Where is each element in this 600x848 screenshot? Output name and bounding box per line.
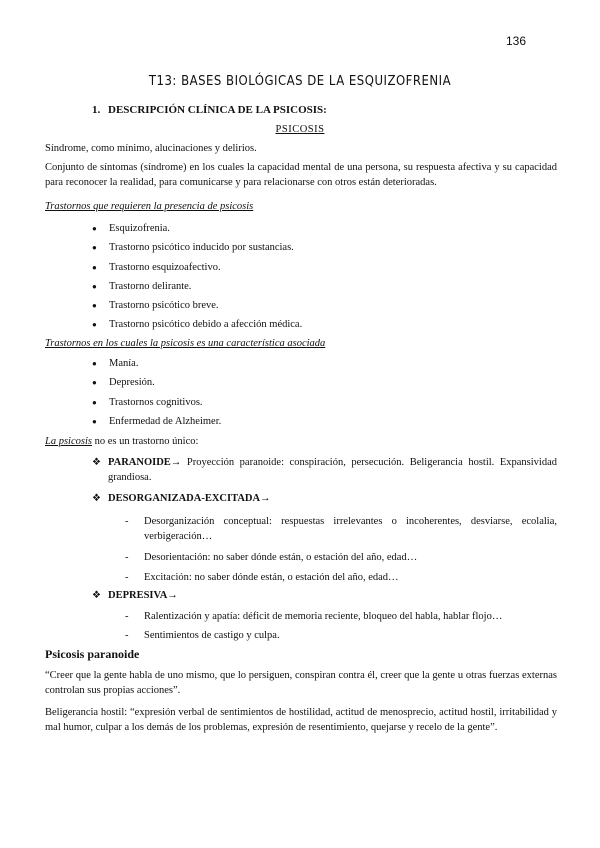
diamond-bullet-icon: ❖ <box>92 457 101 468</box>
list-item: ● Trastorno psicótico breve. <box>92 298 302 317</box>
psicosis-rest: no es un trastorno único: <box>91 436 199 447</box>
dash-bullet-icon: - <box>125 572 129 583</box>
type-label: DEPRESIVA <box>108 590 168 601</box>
paranoide-quote: “Creer que la gente habla de uno mismo, que lo persiguen, conspiran contra él, creer que la gente u otras fuerzas externas controlan sus propias acciones”. <box>45 670 557 696</box>
depresiva-item <box>125 628 557 643</box>
intro-line-1: Síndrome, como mínimo, alucinaciones y delirios. <box>45 143 257 154</box>
list-item: ● Trastorno psicótico debido a afección médica. <box>92 317 302 336</box>
diamond-bullet-icon: ❖ <box>92 493 101 504</box>
group-2-heading: Trastornos en los cuales la psicosis es una característica asociada <box>45 338 326 349</box>
arrow-icon: → <box>170 457 182 468</box>
arrow-icon: → <box>260 493 271 504</box>
psicosis-intro-line <box>45 434 198 449</box>
type-label: DESORGANIZADA-EXCITADA <box>108 493 261 504</box>
dash-bullet-icon: - <box>125 630 129 641</box>
list-item: ● Trastorno delirante. <box>92 279 302 298</box>
depresiva-item <box>125 609 557 624</box>
diamond-bullet-icon: ❖ <box>92 590 101 601</box>
page-number: 136 <box>505 34 526 48</box>
item-text: Excitación: no saber dónde están, o estación del año, edad… <box>144 572 399 583</box>
type-depresiva-text <box>108 588 557 603</box>
type-paranoide <box>92 455 557 485</box>
list-item: ● Depresión. <box>92 375 221 394</box>
intro-line-2: Conjunto de síntomas (síndrome) en los cuales la capacidad mental de una persona, su respuesta afectiva y su capacidad para reconocer la realidad, para comunicarse y para relacionarse con otros están deterioradas. <box>45 162 557 188</box>
item-text: Ralentización y apatía: déficit de memoria reciente, bloqueo del habla, hablar flojo… <box>144 611 503 622</box>
list-item: ● Enfermedad de Alzheimer. <box>92 414 221 433</box>
paranoide-heading: Psicosis paranoide <box>45 647 140 661</box>
type-paranoide-text <box>108 455 557 485</box>
dash-bullet-icon: - <box>125 552 129 563</box>
section-heading <box>92 104 327 116</box>
desorganizada-item <box>125 550 557 565</box>
list-item: ● Trastornos cognitivos. <box>92 395 221 414</box>
list-item: ● Esquizofrenia. <box>92 221 302 240</box>
type-depresiva <box>92 588 557 603</box>
section-title: DESCRIPCIÓN CLÍNICA DE LA PSICOSIS: <box>108 104 327 116</box>
item-text: Desorganización conceptual: respuestas irrelevantes o incoherentes, desviarse, ecolalia, verbigeración… <box>144 516 557 542</box>
type-label: PARANOIDE <box>108 457 171 468</box>
item-text: Sentimientos de castigo y culpa. <box>144 630 280 641</box>
desorganizada-item <box>125 570 557 585</box>
dash-bullet-icon: - <box>125 611 129 622</box>
type-desorganizada <box>92 491 557 506</box>
group-1-heading: Trastornos que requieren la presencia de psicosis <box>45 201 254 212</box>
desorganizada-item <box>125 514 557 544</box>
dash-bullet-icon: - <box>125 516 129 527</box>
list-item: ● Manía. <box>92 356 221 375</box>
group-2-list <box>92 356 221 433</box>
type-desorganizada-text <box>108 491 557 506</box>
type-description: Proyección paranoide: conspiración, persecución. Beligerancia hostil. Expansividad grandiosa. <box>108 457 557 483</box>
document-title: T13: BASES BIOLÓGICAS DE LA ESQUIZOFRENIA <box>148 74 452 89</box>
subtitle: PSICOSIS <box>275 124 325 135</box>
psicosis-term: La psicosis <box>45 436 92 447</box>
beligerancia-paragraph: Beligerancia hostil: “expresión verbal de sentimientos de hostilidad, actitud de menosprecio, actitud hostil, irritabilidad y mal humor, culpar a los demás de los problemas, expresión de resentimiento, quejarse y recelo de la gente”. <box>45 707 557 733</box>
group-1-list <box>92 221 302 337</box>
arrow-icon: → <box>167 590 178 601</box>
list-item: ● Trastorno esquizoafectivo. <box>92 260 302 279</box>
list-item: ● Trastorno psicótico inducido por sustancias. <box>92 240 302 259</box>
section-number: 1. <box>92 104 101 116</box>
item-text: Desorientación: no saber dónde están, o estación del año, edad… <box>144 552 418 563</box>
